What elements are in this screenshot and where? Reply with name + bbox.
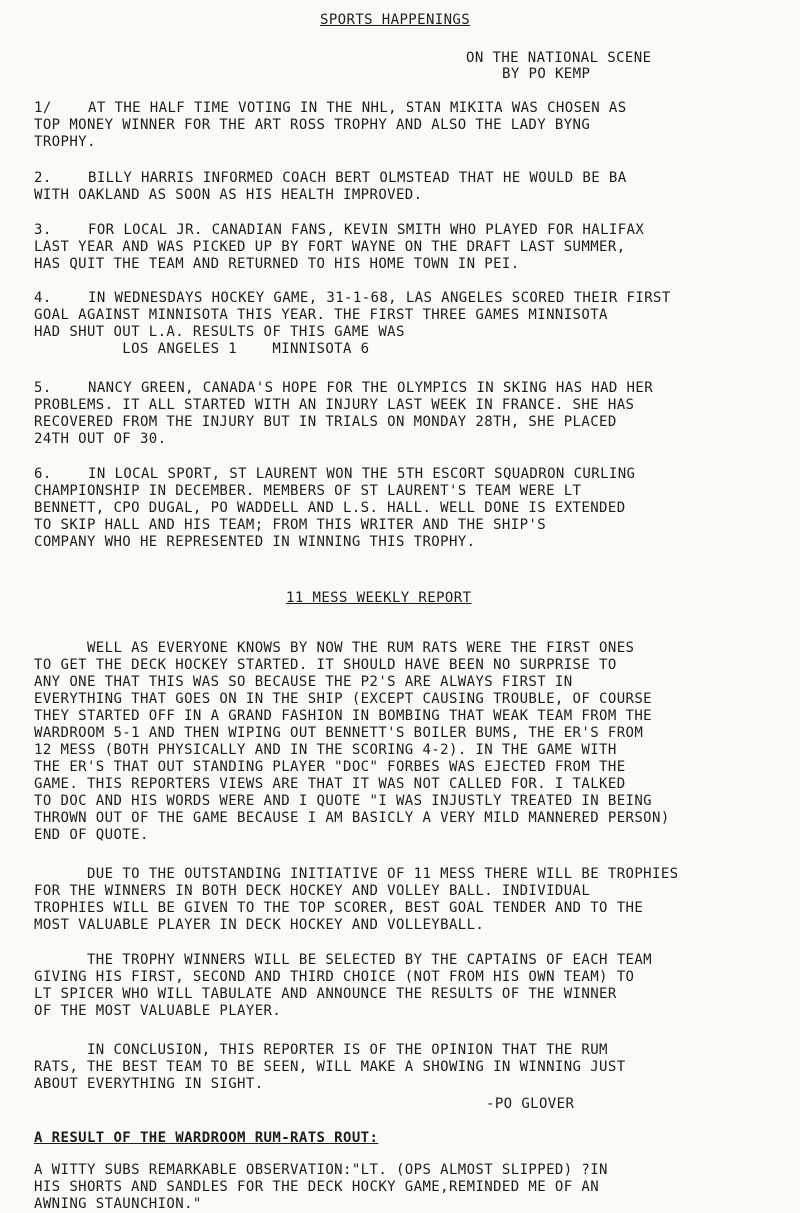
item-line: HAS QUIT THE TEAM AND RETURNED TO HIS HOME TOWN IN PEI. bbox=[34, 256, 520, 272]
item-line: RECOVERED FROM THE INJURY BUT IN TRIALS ON MONDAY 28TH, SHE PLACED bbox=[34, 414, 617, 430]
paragraph-line: MOST VALUABLE PLAYER IN DECK HOCKEY AND VOLLEYBALL. bbox=[34, 917, 485, 933]
item-line: HAD SHUT OUT L.A. RESULTS OF THIS GAME WAS bbox=[34, 324, 405, 340]
result-line: A WITTY SUBS REMARKABLE OBSERVATION:"LT. (OPS ALMOST SLIPPED) ?IN bbox=[34, 1162, 608, 1178]
item-line: TOP MONEY WINNER FOR THE ART ROSS TROPHY AND ALSO THE LADY BYNG bbox=[34, 117, 591, 133]
item-line: GOAL AGAINST MINNISOTA THIS YEAR. THE FIRST THREE GAMES MINNISOTA bbox=[34, 307, 608, 323]
result-line: AWNING STAUNCHION." bbox=[34, 1196, 202, 1212]
paragraph-line: END OF QUOTE. bbox=[34, 827, 149, 843]
item-line: BILLY HARRIS INFORMED COACH BERT OLMSTEAD THAT HE WOULD BE BA bbox=[88, 170, 627, 186]
item-line: AT THE HALF TIME VOTING IN THE NHL, STAN MIKITA WAS CHOSEN AS bbox=[88, 100, 627, 116]
item-line: BENNETT, CPO DUGAL, PO WADDELL AND L.S. HALL. WELL DONE IS EXTENDED bbox=[34, 500, 626, 516]
subtitle: ON THE NATIONAL SCENE bbox=[466, 50, 652, 66]
paragraph-line: WARDROOM 5-1 AND THEN WIPING OUT BENNETT'S BOILER BUMS, THE ER'S FROM bbox=[34, 725, 644, 741]
item-number: 5. bbox=[34, 380, 52, 396]
item-line: 24TH OUT OF 30. bbox=[34, 431, 167, 447]
paragraph-line: OF THE MOST VALUABLE PLAYER. bbox=[34, 1003, 282, 1019]
item-number: 3. bbox=[34, 222, 52, 238]
paragraph-line: DUE TO THE OUTSTANDING INITIATIVE OF 11 MESS THERE WILL BE TROPHIES bbox=[34, 866, 679, 882]
item-line: TO SKIP HALL AND HIS TEAM; FROM THIS WRITER AND THE SHIP'S bbox=[34, 517, 547, 533]
item-number: 6. bbox=[34, 466, 52, 482]
report-paragraph bbox=[34, 640, 670, 844]
item-number: 4. bbox=[34, 290, 52, 306]
result-heading: A RESULT OF THE WARDROOM RUM-RATS ROUT: bbox=[34, 1130, 379, 1146]
item-number: 2. bbox=[34, 170, 52, 186]
paragraph-line: THEY STARTED OFF IN A GRAND FASHION IN BOMBING THAT WEAK TEAM FROM THE bbox=[34, 708, 653, 724]
item-line: NANCY GREEN, CANADA'S HOPE FOR THE OLYMPICS IN SKING HAS HAD HER bbox=[88, 380, 654, 396]
item-line: IN LOCAL SPORT, ST LAURENT WON THE 5TH ESCORT SQUADRON CURLING bbox=[88, 466, 636, 482]
paragraph-line: LT SPICER WHO WILL TABULATE AND ANNOUNCE THE RESULTS OF THE WINNER bbox=[34, 986, 617, 1002]
item-line: LAST YEAR AND WAS PICKED UP BY FORT WAYNE ON THE DRAFT LAST SUMMER, bbox=[34, 239, 626, 255]
result-body bbox=[34, 1162, 608, 1213]
paragraph-line: TROPHIES WILL BE GIVEN TO THE TOP SCORER, BEST GOAL TENDER AND TO THE bbox=[34, 900, 644, 916]
page-title: SPORTS HAPPENINGS bbox=[320, 12, 471, 28]
report-paragraph bbox=[34, 866, 679, 934]
paragraph-line: THROWN OUT OF THE GAME BECAUSE I AM BASICLY A VERY MILD MANNERED PERSON) bbox=[34, 810, 670, 826]
paragraph-line: WELL AS EVERYONE KNOWS BY NOW THE RUM RATS WERE THE FIRST ONES bbox=[34, 640, 635, 656]
paragraph-line: GIVING HIS FIRST, SECOND AND THIRD CHOICE (NOT FROM HIS OWN TEAM) TO bbox=[34, 969, 635, 985]
result-line: HIS SHORTS AND SANDLES FOR THE DECK HOCKY GAME,REMINDED ME OF AN bbox=[34, 1179, 600, 1195]
author: BY PO KEMP bbox=[502, 66, 591, 82]
item-line: WITH OAKLAND AS SOON AS HIS HEALTH IMPROVED. bbox=[34, 187, 423, 203]
paragraph-line: TO GET THE DECK HOCKEY STARTED. IT SHOULD HAVE BEEN NO SURPRISE TO bbox=[34, 657, 617, 673]
paragraph-line: TO DOC AND HIS WORDS WERE AND I QUOTE "I WAS INJUSTLY TREATED IN BEING bbox=[34, 793, 653, 809]
paragraph-line: THE TROPHY WINNERS WILL BE SELECTED BY THE CAPTAINS OF EACH TEAM bbox=[34, 952, 653, 968]
paragraph-line: IN CONCLUSION, THIS REPORTER IS OF THE OPINION THAT THE RUM bbox=[34, 1042, 608, 1058]
item-line: IN WEDNESDAYS HOCKEY GAME, 31-1-68, LAS ANGELES SCORED THEIR FIRST bbox=[88, 290, 671, 306]
item-line: CHAMPIONSHIP IN DECEMBER. MEMBERS OF ST LAURENT'S TEAM WERE LT bbox=[34, 483, 582, 499]
paragraph-line: RATS, THE BEST TEAM TO BE SEEN, WILL MAKE A SHOWING IN WINNING JUST bbox=[34, 1059, 626, 1075]
paragraph-line: ANY ONE THAT THIS WAS SO BECAUSE THE P2'S ARE ALWAYS FIRST IN bbox=[34, 674, 573, 690]
item-line: FOR LOCAL JR. CANADIAN FANS, KEVIN SMITH WHO PLAYED FOR HALIFAX bbox=[88, 222, 645, 238]
paragraph-line: THE ER'S THAT OUT STANDING PLAYER "DOC" FORBES WAS EJECTED FROM THE bbox=[34, 759, 626, 775]
paragraph-line: GAME. THIS REPORTERS VIEWS ARE THAT IT WAS NOT CALLED FOR. I TALKED bbox=[34, 776, 626, 792]
item-line: PROBLEMS. IT ALL STARTED WITH AN INJURY LAST WEEK IN FRANCE. SHE HAS bbox=[34, 397, 635, 413]
paragraph-line: EVERYTHING THAT GOES ON IN THE SHIP (EXCEPT CAUSING TROUBLE, OF COURSE bbox=[34, 691, 653, 707]
signature: -PO GLOVER bbox=[486, 1096, 575, 1112]
paragraph-line: ABOUT EVERYTHING IN SIGHT. bbox=[34, 1076, 264, 1092]
paragraph-line: FOR THE WINNERS IN BOTH DECK HOCKEY AND VOLLEY BALL. INDIVIDUAL bbox=[34, 883, 591, 899]
report-paragraph bbox=[34, 1042, 626, 1093]
mess-report-title: 11 MESS WEEKLY REPORT bbox=[286, 590, 472, 606]
paragraph-line: 12 MESS (BOTH PHYSICALLY AND IN THE SCORING 4-2). IN THE GAME WITH bbox=[34, 742, 617, 758]
item-line: COMPANY WHO HE REPRESENTED IN WINNING THIS TROPHY. bbox=[34, 534, 476, 550]
item-line: TROPHY. bbox=[34, 134, 96, 150]
item-line: LOS ANGELES 1 MINNISOTA 6 bbox=[34, 341, 370, 357]
byline-block bbox=[466, 50, 651, 82]
item-number: 1/ bbox=[34, 100, 52, 116]
report-paragraph bbox=[34, 952, 652, 1020]
